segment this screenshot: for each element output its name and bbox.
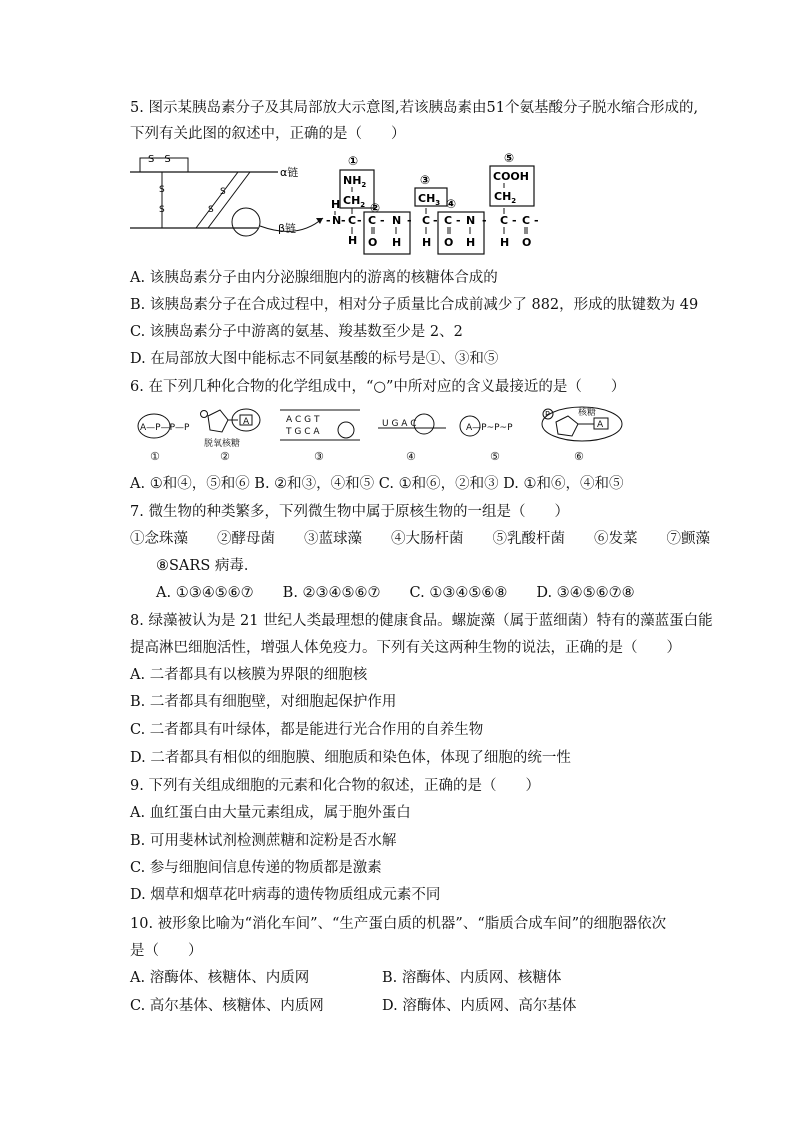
alpha-chain-label: α链 [280,166,299,179]
ch2-text-1: $CH_2$ [343,194,366,209]
q6-f1-label: A—P—P—P [140,423,190,433]
bb-n1-dash: - [326,214,331,227]
q6-f3-bottom: T G C A [286,427,320,437]
q6-f4-num: ④ [406,450,416,463]
bb-dash6: - [433,214,438,227]
q6-options: A. ①和④，⑤和⑥ B. ②和③，④和⑤ C. ①和⑥，②和③ D. ①和⑥，④和⑤ [130,476,624,492]
q6-f6-num: ⑥ [574,450,584,463]
q8-option-c: C. 二者都具有叶绿体，都是能进行光合作用的自养生物 [130,722,484,738]
bb-c6: C [522,214,531,227]
marker-3: ③ [420,173,431,187]
bb-n1: N [332,214,342,227]
q6-f6-sugar: 核糖 [578,408,597,418]
q10-stem-line1: 10. 被形象比喻为“消化车间”、“生产蛋白质的机器”、“脂质合成车间”的细胞器依次 [130,916,667,932]
ch3-text: $CH_3$ [418,192,441,207]
q10-option-b: B. 溶酶体、内质网、核糖体 [382,970,562,986]
ch2-text-2: $CH_2$ [494,190,517,205]
q7-items-line1: ①念珠藻 ②酵母菌 ③蓝球藻 ④大肠杆菌 ⑤乳酸杆菌 ⑥发菜 ⑦颤藻 [130,531,710,547]
q6-f6-base: A [597,420,604,430]
bb-h-bot4: H [466,236,476,249]
q6-f5-num: ⑤ [490,450,500,463]
q10-option-d: D. 溶酶体、内质网、高尔基体 [382,998,577,1014]
bb-dash7: - [456,214,461,227]
q6-compounds-figure [128,406,628,468]
q6-f5-label: A—P~P~P [466,423,513,433]
ss-label-b1: S [220,187,226,197]
q6-f2-caption: 脱氧核糖 [204,439,241,449]
bb-dash8: - [482,214,487,227]
bb-o1: O [368,236,378,249]
q6-stem: 6. 在下列几种化合物的化学组成中，“○”中所对应的含义最接近的是（ ） [130,379,626,395]
q6-f4-label: U G A C [382,419,417,429]
bb-h-bot1: H [348,234,358,247]
marker-2: ② [370,201,381,215]
ss-label-a1: S [159,185,165,195]
q7-options: A. ①③④⑤⑥⑦ B. ②③④⑤⑥⑦ C. ①③④⑤⑥⑧ D. ③④⑤⑥⑦⑧ [156,585,635,601]
q6-f6-p: P [545,410,550,419]
bb-dash5: - [407,214,412,227]
q10-option-c: C. 高尔基体、核糖体、内质网 [130,998,324,1014]
q9-option-a: A. 血红蛋白由大量元素组成，属于胞外蛋白 [130,805,411,821]
q7-stem: 7. 微生物的种类繁多，下列微生物中属于原核生物的一组是（ ） [130,504,569,520]
q8-stem-line2: 提高淋巴细胞活性，增强人体免疫力。下列有关这两种生物的说法，正确的是（ ） [130,640,681,656]
q5-stem-line2: 下列有关此图的叙述中，正确的是（ ） [130,126,406,142]
q9-option-d: D. 烟草和烟草花叶病毒的遗传物质组成元素不同 [130,887,441,903]
marker-1: ① [348,154,359,168]
q6-f1-num: ① [150,450,160,463]
bb-dash2: - [341,214,346,227]
bb-dash10: - [534,214,539,227]
bb-h-bot5: H [500,236,510,249]
q8-option-d: D. 二者都具有相似的细胞膜、细胞质和染色体，体现了细胞的统一性 [130,750,571,766]
q5-option-d: D. 在局部放大图中能标志不同氨基酸的标号是①、③和⑤ [130,351,499,367]
q5-option-c: C. 该胰岛素分子中游离的氨基、羧基数至少是 2、2 [130,324,463,340]
marker-4: ④ [446,197,457,211]
bb-c3: C [422,214,431,227]
bb-dash9: - [512,214,517,227]
q6-f3-num: ③ [314,450,324,463]
ss-label-b2: S [208,205,214,215]
beta-chain-label: β链 [278,222,297,235]
bb-c5: C [500,214,509,227]
q5-option-b: B. 该胰岛素分子在合成过程中，相对分子质量比合成前减少了 882，形成的肽键数为 49 [130,297,699,313]
q10-stem-line2: 是（ ） [130,943,203,959]
q9-option-b: B. 可用斐林试剂检测蔗糖和淀粉是否水解 [130,833,397,849]
bb-dash4: - [380,214,385,227]
q9-option-c: C. 参与细胞间信息传递的物质都是激素 [130,860,382,876]
bb-c1: C [348,214,357,227]
bb-c2: C [368,214,377,227]
q7-items-line2: ⑧SARS 病毒． [156,558,259,574]
bb-o2: O [444,236,454,249]
bb-h-top1: H [331,198,341,211]
q6-f2-base: A [243,417,250,427]
q5-insulin-figure [128,150,548,260]
q10-option-a: A. 溶酶体、核糖体、内质网 [130,970,310,986]
marker-5: ⑤ [504,151,515,165]
q8-option-a: A. 二者都具有以核膜为界限的细胞核 [130,667,368,683]
q6-f2-num: ② [220,450,230,463]
bb-n2: N [392,214,402,227]
q9-stem: 9. 下列有关组成细胞的元素和化合物的叙述，正确的是（ ） [130,778,540,794]
ss-label-a2: S [159,205,165,215]
bb-dash3: - [357,214,362,227]
q8-option-b: B. 二者都具有细胞壁，对细胞起保护作用 [130,694,397,710]
bb-n3: N [466,214,476,227]
ss-bridge-label: S－S [148,154,171,165]
q6-f3-top: A C G T [286,415,320,425]
q8-stem-line1: 8. 绿藻被认为是 21 世纪人类最理想的健康食品。螺旋藻（属于蓝细菌）特有的藻蓝蛋白能 [130,613,713,629]
nh2-text: $NH_2$ [343,174,367,189]
cooh-text: COOH [493,170,529,183]
q5-option-a: A. 该胰岛素分子由内分泌腺细胞内的游离的核糖体合成的 [130,270,498,286]
bb-o3: O [522,236,532,249]
bb-c4: C [444,214,453,227]
q5-stem-line1: 5. 图示某胰岛素分子及其局部放大示意图,若该胰岛素由51个氨基酸分子脱水缩合形成的, [130,100,699,116]
bb-h-bot2: H [392,236,402,249]
bb-h-bot3: H [422,236,432,249]
